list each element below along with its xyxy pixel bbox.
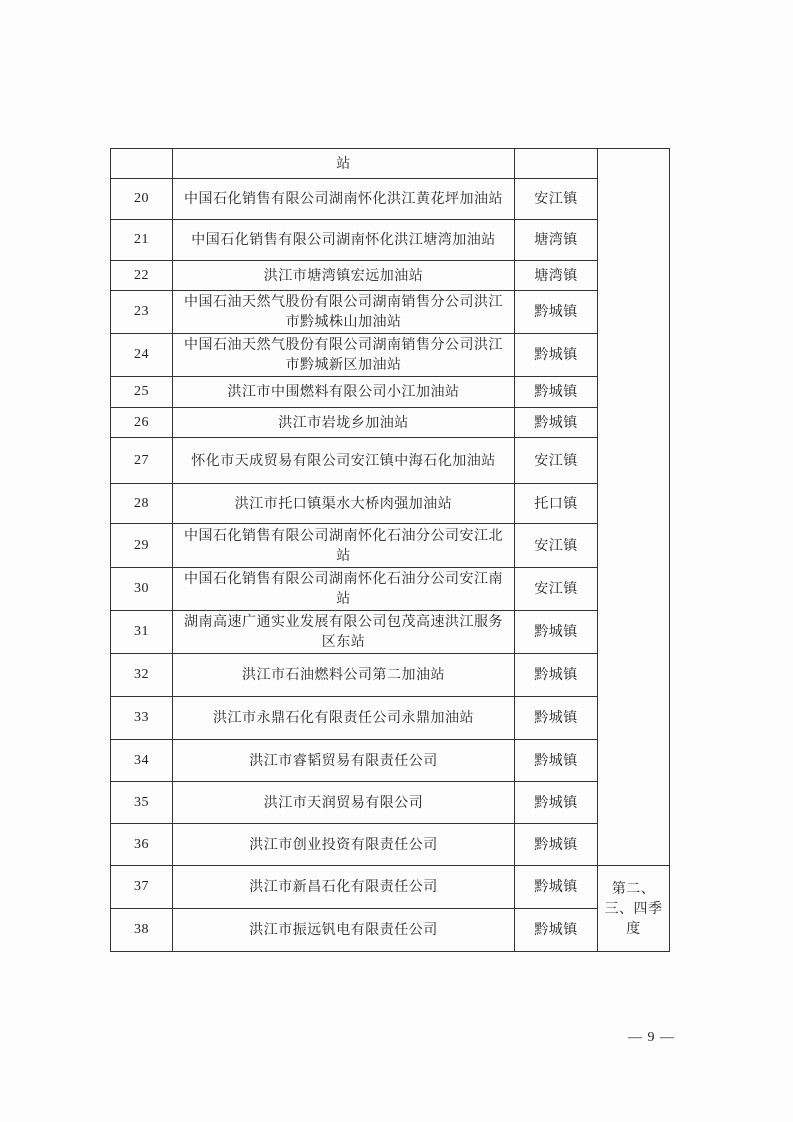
- town-cell: [515, 149, 598, 179]
- enterprise-name-cell: 洪江市石油燃料公司第二加油站: [173, 654, 515, 697]
- table-row: [111, 408, 670, 438]
- enterprise-name-cell: 洪江市天润贸易有限公司: [173, 782, 515, 824]
- table-row: [111, 220, 670, 261]
- enterprise-name-cell: 湖南高速广通实业发展有限公司包茂高速洪江服务区东站: [173, 611, 515, 654]
- town-cell: 塘湾镇: [515, 220, 598, 261]
- table-body: [111, 149, 670, 952]
- enterprise-name-cell: 洪江市永鼎石化有限责任公司永鼎加油站: [173, 697, 515, 740]
- town-cell: 安江镇: [515, 179, 598, 220]
- row-number-cell: 30: [111, 568, 173, 611]
- table-row: [111, 179, 670, 220]
- table-row: [111, 524, 670, 568]
- town-cell: 黔城镇: [515, 408, 598, 438]
- table-row: [111, 334, 670, 377]
- row-number-cell: 31: [111, 611, 173, 654]
- town-cell: 安江镇: [515, 524, 598, 568]
- town-cell: 黔城镇: [515, 334, 598, 377]
- row-number-cell: 29: [111, 524, 173, 568]
- quarter-note-cell: 第二、三、四季度: [598, 866, 670, 952]
- row-number-cell: 37: [111, 866, 173, 909]
- row-number-cell: 26: [111, 408, 173, 438]
- enterprise-name-cell: 洪江市岩垅乡加油站: [173, 408, 515, 438]
- enterprise-name-cell: 洪江市振远钒电有限责任公司: [173, 909, 515, 952]
- enterprise-name-cell: 中国石油天然气股份有限公司湖南销售分公司洪江市黔城新区加油站: [173, 334, 515, 377]
- town-cell: 黔城镇: [515, 611, 598, 654]
- enterprise-name-cell: 中国石化销售有限公司湖南怀化洪江黄花坪加油站: [173, 179, 515, 220]
- row-number-cell: 28: [111, 484, 173, 524]
- town-cell: 塘湾镇: [515, 261, 598, 291]
- town-cell: 黔城镇: [515, 866, 598, 909]
- enterprise-name-cell: 怀化市天成贸易有限公司安江镇中海石化加油站: [173, 438, 515, 484]
- row-number-cell: 35: [111, 782, 173, 824]
- table-row: [111, 377, 670, 408]
- enterprise-name-cell: 洪江市塘湾镇宏远加油站: [173, 261, 515, 291]
- table-row: [111, 568, 670, 611]
- enterprise-name-cell: 洪江市新昌石化有限责任公司: [173, 866, 515, 909]
- row-number-cell: 33: [111, 697, 173, 740]
- row-number-cell: 32: [111, 654, 173, 697]
- enterprise-name-cell: 中国石油天然气股份有限公司湖南销售分公司洪江市黔城株山加油站: [173, 291, 515, 334]
- row-number-cell: 34: [111, 740, 173, 782]
- table-row: [111, 291, 670, 334]
- town-cell: 安江镇: [515, 568, 598, 611]
- row-number-cell: 22: [111, 261, 173, 291]
- table-row: [111, 866, 670, 909]
- table-row: [111, 824, 670, 866]
- enterprise-name-cell: 洪江市创业投资有限责任公司: [173, 824, 515, 866]
- row-number-cell: 38: [111, 909, 173, 952]
- town-cell: 黔城镇: [515, 291, 598, 334]
- table-row: [111, 782, 670, 824]
- row-number-cell: 23: [111, 291, 173, 334]
- row-number-cell: 21: [111, 220, 173, 261]
- enterprise-name-cell: 站: [173, 149, 515, 179]
- table-row: [111, 611, 670, 654]
- enterprise-name-cell: 洪江市中围燃料有限公司小江加油站: [173, 377, 515, 408]
- town-cell: 托口镇: [515, 484, 598, 524]
- quarter-note-cell-empty: [598, 149, 670, 866]
- row-number-cell: 25: [111, 377, 173, 408]
- table-row: [111, 654, 670, 697]
- row-number-cell: 24: [111, 334, 173, 377]
- enterprise-list-table: [110, 148, 670, 952]
- enterprise-name-cell: 洪江市睿韬贸易有限责任公司: [173, 740, 515, 782]
- row-number-cell: [111, 149, 173, 179]
- table-row: [111, 438, 670, 484]
- table-row: [111, 697, 670, 740]
- enterprise-name-cell: 中国石化销售有限公司湖南怀化洪江塘湾加油站: [173, 220, 515, 261]
- town-cell: 黔城镇: [515, 909, 598, 952]
- enterprise-name-cell: 洪江市托口镇渠水大桥肉强加油站: [173, 484, 515, 524]
- row-number-cell: 36: [111, 824, 173, 866]
- table-row: [111, 909, 670, 952]
- table-row: [111, 484, 670, 524]
- town-cell: 黔城镇: [515, 824, 598, 866]
- row-number-cell: 20: [111, 179, 173, 220]
- table-row: [111, 149, 670, 179]
- table-row: [111, 261, 670, 291]
- table-row: [111, 740, 670, 782]
- town-cell: 安江镇: [515, 438, 598, 484]
- enterprise-name-cell: 中国石化销售有限公司湖南怀化石油分公司安江南站: [173, 568, 515, 611]
- row-number-cell: 27: [111, 438, 173, 484]
- town-cell: 黔城镇: [515, 654, 598, 697]
- enterprise-name-cell: 中国石化销售有限公司湖南怀化石油分公司安江北站: [173, 524, 515, 568]
- town-cell: 黔城镇: [515, 377, 598, 408]
- page-number: — 9 —: [628, 1030, 675, 1045]
- town-cell: 黔城镇: [515, 697, 598, 740]
- town-cell: 黔城镇: [515, 782, 598, 824]
- town-cell: 黔城镇: [515, 740, 598, 782]
